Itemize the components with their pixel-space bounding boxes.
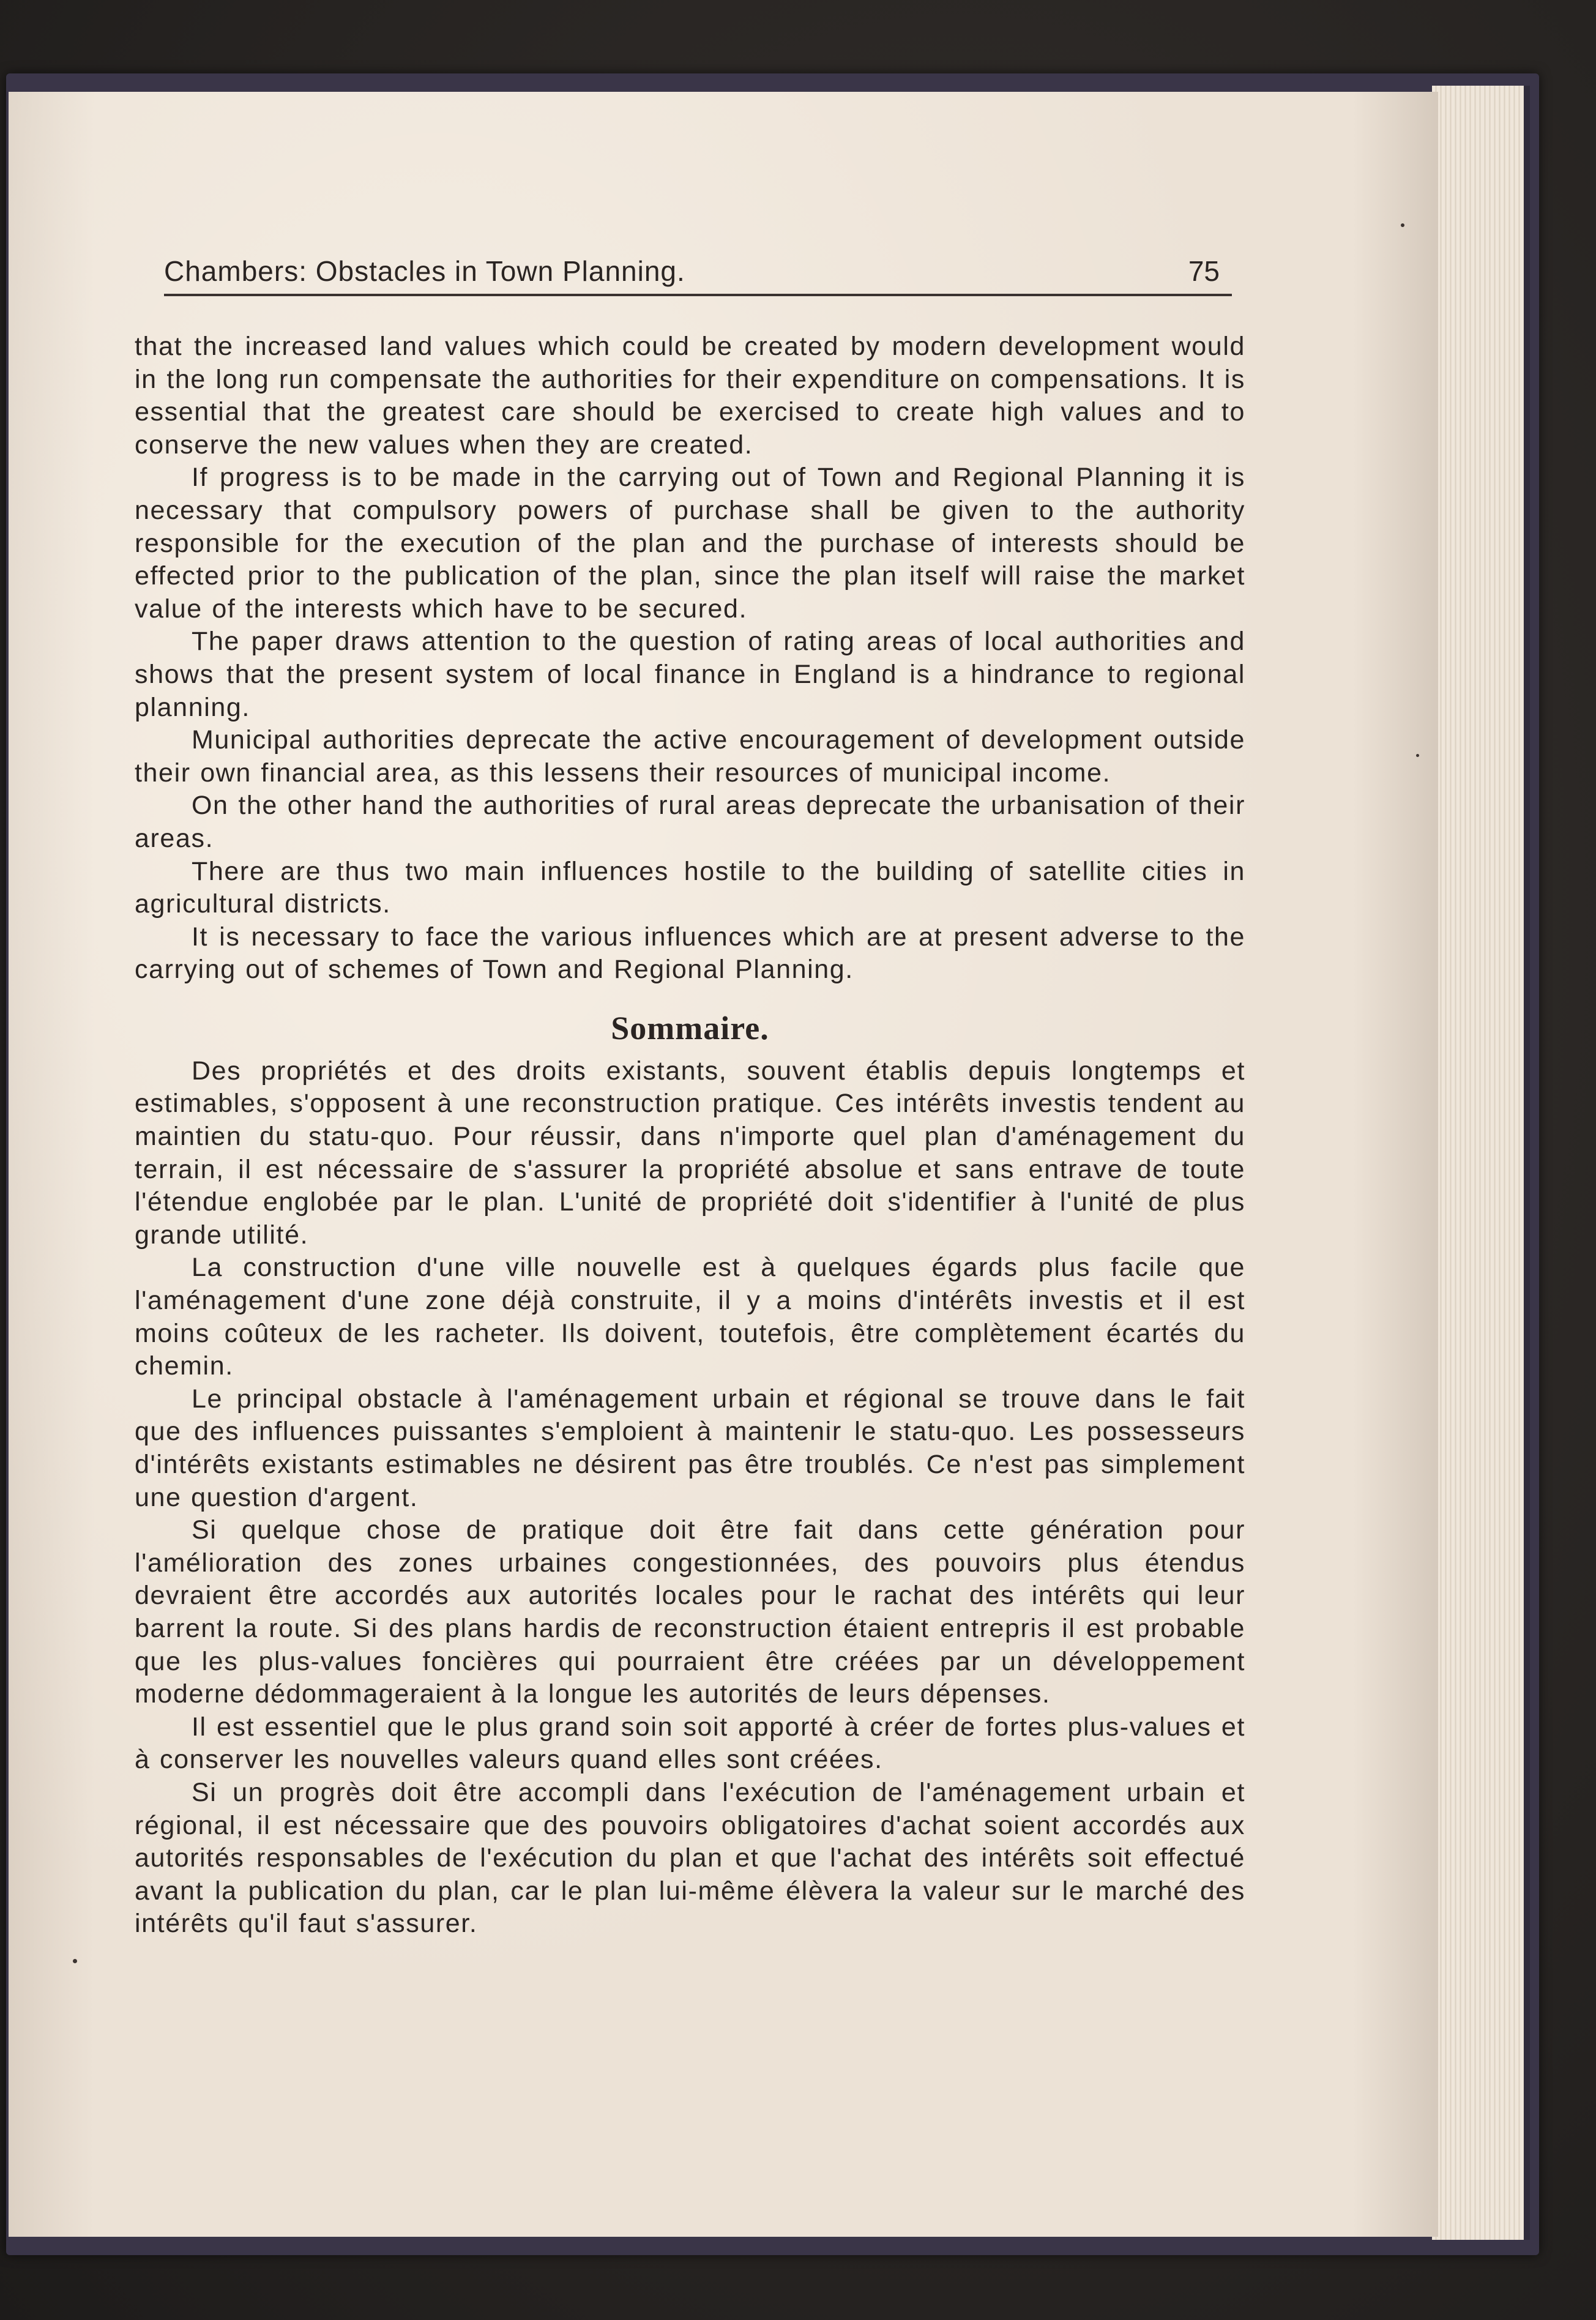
running-title: Chambers: Obstacles in Town Planning. bbox=[164, 255, 685, 287]
english-paragraph: If progress is to be made in the carrying out of Town and Regional Planning it is necessary that compulsory powers of purchase shall be given to the authority responsible for the execution of the plan and the purchase of interests should be effected prior to the publication of the plan, since the plan itself will raise the market value of the interests which have to be secured. bbox=[135, 463, 1245, 624]
french-paragraph: Des propriétés et des droits existants, souvent établis depuis longtemps et estimables, s'opposent à une reconstruction pratique. Ces intérêts investis tendent au maintien du statu-quo. Pour réussir, dans n'importe quel plan d'aménagement du terrain, il est nécessaire de s'assurer la propriété absolue et sans entrave de toute l'étendue englobée par le plan. L'unité de propriété doit s'identifier à l'unité de plus grande utilité. bbox=[135, 1056, 1245, 1250]
body-text bbox=[135, 330, 1245, 1941]
running-head bbox=[164, 245, 1232, 296]
french-paragraph: La construction d'une ville nouvelle est à quelques égards plus facile que l'aménagement d'une zone déjà construite, il y a moins d'intérêts investis et il est moins coûteux de les racheter. Ils doivent, toutefois, être complètement écartés du chemin. bbox=[135, 1253, 1245, 1381]
french-paragraph: Il est essentiel que le plus grand soin soit apporté à créer de fortes plus-values et à conserver les nouvelles valeurs quand elles sont créées. bbox=[135, 1712, 1245, 1775]
english-paragraph: It is necessary to face the various influences which are at present adverse to the carrying out of schemes of Town and Regional Planning. bbox=[135, 922, 1245, 985]
french-paragraph: Le principal obstacle à l'aménagement urbain et régional se trouve dans le fait que des influences puissantes s'emploient à maintenir le statu-quo. Les possesseurs d'intérêts existants estimables ne désirent pas être troublés. Ce n'est pas simplement une question d'argent. bbox=[135, 1384, 1245, 1512]
english-paragraph: that the increased land values which could be created by modern development would in the long run compensate the authorities for their expenditure on compensations. It is essential that the greatest care should be exercised to create high values and to conserve the new values when they are created. bbox=[135, 332, 1245, 460]
english-paragraph: On the other hand the authorities of rural areas deprecate the urbanisation of their areas. bbox=[135, 791, 1245, 853]
english-paragraph: Municipal authorities deprecate the active encouragement of development outside their own financial area, as this lessens their resources of municipal income. bbox=[135, 725, 1245, 788]
french-paragraph: Si un progrès doit être accompli dans l'exécution de l'aménagement urbain et régional, il est nécessaire que des pouvoirs obligatoires d'achat soient accordés aux autorités responsables de l'exécution du plan et que l'achat des intérêts soit effectué avant la publication du plan, car le plan lui-même élèvera la valeur sur le marché des intérêts qu'il faut s'assurer. bbox=[135, 1777, 1245, 1939]
page-edges bbox=[1432, 86, 1530, 2240]
english-paragraph: The paper draws attention to the question of rating areas of local authorities and shows that the present system of local finance in England is a hindrance to regional planning. bbox=[135, 627, 1245, 722]
french-paragraph: Si quelque chose de pratique doit être fait dans cette génération pour l'amélioration des zones urbaines congestionnées, des pouvoirs plus étendus devraient être accordés aux autorités locales pour le rachat des intérêts qui leur barrent la route. Si des plans hardis de reconstruction étaient entrepris il est probable que les plus-values foncières qui pourraient être créées par un développement moderne dédommageraient à la longue les autorités de leurs dépenses. bbox=[135, 1515, 1245, 1709]
page-number: 75 bbox=[1188, 255, 1220, 287]
summary-title: Sommaire. bbox=[611, 1009, 769, 1046]
english-paragraph: There are thus two main influences hostile to the building of satellite cities in agricultural districts. bbox=[135, 856, 1245, 919]
